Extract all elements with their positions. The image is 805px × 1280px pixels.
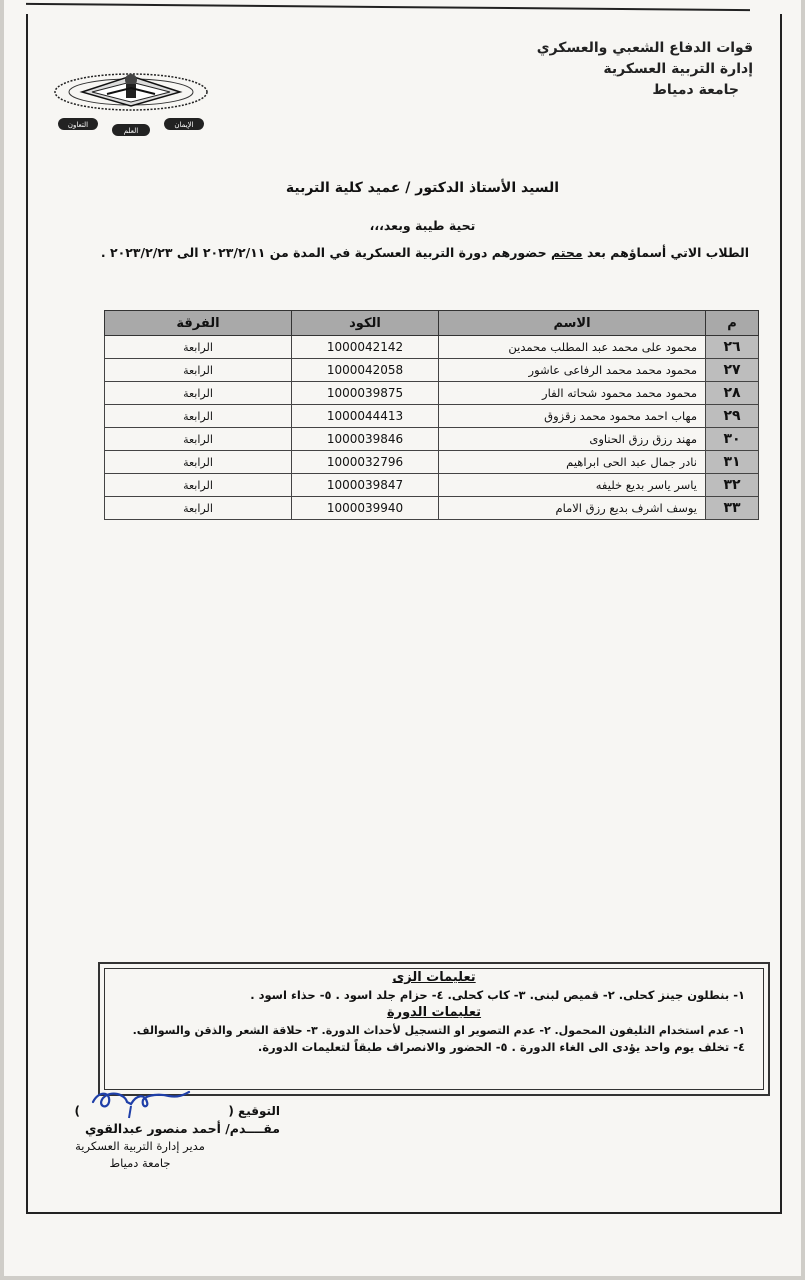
letterhead-line-2: إدارة التربية العسكرية (603, 61, 753, 77)
row-name: نادر جمال عبد الحى ابراهيم (439, 451, 706, 474)
row-level: الرابعة (105, 474, 292, 497)
table-header-row (105, 311, 759, 336)
signature-label-row (40, 1102, 280, 1120)
row-num: ٢٧ (706, 359, 759, 382)
row-code: 1000039847 (292, 474, 439, 497)
row-num: ٣٠ (706, 428, 759, 451)
row-name: محمود محمد محمد الرفاعى عاشور (439, 359, 706, 382)
row-num: ٣٢ (706, 474, 759, 497)
header-level: الفرقة (105, 311, 292, 336)
signature-block (40, 1102, 280, 1172)
table-row (105, 359, 759, 382)
row-code: 1000044413 (292, 405, 439, 428)
row-name: مهاب احمد محمود محمد زقزوق (439, 405, 706, 428)
row-name: ياسر ياسر بديع خليفه (439, 474, 706, 497)
row-name: مهند رزق رزق الحناوى (439, 428, 706, 451)
intro-text-a: الطلاب الاتي أسماؤهم بعد (582, 245, 749, 260)
row-code: 1000039875 (292, 382, 439, 405)
table-row (105, 428, 759, 451)
row-level: الرابعة (105, 336, 292, 359)
table-row (105, 497, 759, 520)
intro-text-b: حضورهم دورة التربية العسكرية في المدة من ٢٠٢٣/٢/١١ الى ٢٠٢٣/٢/٢٣ . (100, 245, 551, 260)
greeting: تحية طيبة وبعد،،، (369, 218, 476, 233)
instructions-inner (104, 968, 764, 1090)
header-num: م (706, 311, 759, 336)
row-code: 1000039846 (292, 428, 439, 451)
row-level: الرابعة (105, 451, 292, 474)
course-line-2: ٤- تخلف يوم واحد يؤدى الى الغاء الدورة . ٥- الحضور والانصراف طبقاً لتعليمات الدورة. (257, 1040, 745, 1054)
signature-close-paren: ) (74, 1104, 80, 1118)
row-level: الرابعة (105, 428, 292, 451)
row-level: الرابعة (105, 405, 292, 428)
intro-paragraph (60, 244, 749, 262)
course-line-1: ١- عدم استخدام التليفون المحمول. ٢- عدم التصوير او التسجيل لأحداث الدورة. ٣- حلاقة الشعر والذقن والسوالف. (132, 1024, 745, 1037)
row-level: الرابعة (105, 497, 292, 520)
emblem-icon (52, 62, 210, 142)
table-row (105, 405, 759, 428)
row-code: 1000039940 (292, 497, 439, 520)
letterhead-line-1: قوات الدفاع الشعبي والعسكري (536, 40, 753, 56)
letterhead-line-3: جامعة دمياط (652, 82, 739, 98)
uniform-title: تعليمات الزى (392, 970, 476, 985)
row-num: ٢٩ (706, 405, 759, 428)
uniform-line: ١- بنطلون جينز كحلى. ٢- قميص لبنى. ٣- كاب كحلى. ٤- حزام جلد اسود . ٥- حذاء اسود . (250, 988, 745, 1002)
row-name: محمود على محمد عبد المطلب محمدين (439, 336, 706, 359)
row-level: الرابعة (105, 359, 292, 382)
table-row (105, 382, 759, 405)
signer-name: مقــــدم/ أحمد منصور عبدالقوي (84, 1121, 280, 1136)
course-title: تعليمات الدورة (386, 1005, 482, 1020)
table-row (105, 336, 759, 359)
signer-org: جامعة دمياط (109, 1156, 171, 1170)
row-num: ٢٦ (706, 336, 759, 359)
salutation: السيد الأستاذ الدكتور / عميد كلية التربية (285, 180, 560, 196)
intro-underlined-word: محتم (550, 245, 583, 260)
row-code: 1000032796 (292, 451, 439, 474)
students-table (104, 310, 759, 520)
signature-label: التوقيع ( (228, 1104, 280, 1118)
row-level: الرابعة (105, 382, 292, 405)
header-code: الكود (292, 311, 439, 336)
logo-banner-mid: العلم (123, 127, 139, 135)
letterhead (433, 38, 753, 101)
instructions-box (98, 962, 770, 1096)
row-num: ٣٣ (706, 497, 759, 520)
row-name: يوسف اشرف بديع رزق الامام (439, 497, 706, 520)
table-row (105, 451, 759, 474)
row-code: 1000042142 (292, 336, 439, 359)
row-num: ٢٨ (706, 382, 759, 405)
row-name: محمود محمد محمود شحاته الفار (439, 382, 706, 405)
row-code: 1000042058 (292, 359, 439, 382)
logo-banner-left: التعاون (67, 121, 89, 129)
logo-banner-right: الإيمان (174, 121, 194, 129)
signer-title: مدير إدارة التربية العسكرية (75, 1139, 205, 1153)
row-num: ٣١ (706, 451, 759, 474)
header-name: الاسم (439, 311, 706, 336)
table-row (105, 474, 759, 497)
